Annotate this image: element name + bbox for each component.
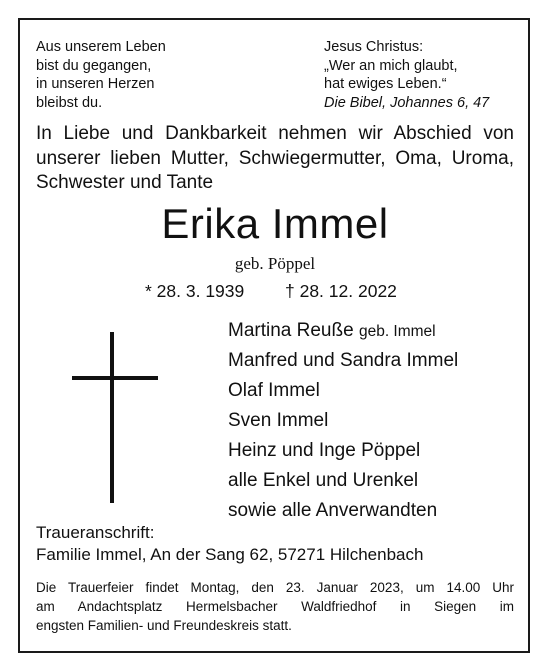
- intro-line: Schwester und Tante: [36, 172, 214, 193]
- funeral-address: [36, 522, 423, 566]
- funeral-notice: [36, 578, 514, 635]
- mourner-item: [228, 466, 458, 496]
- address-label: Traueranschrift:: [36, 523, 155, 542]
- maiden-name: geb. Pöppel: [234, 254, 316, 273]
- notice-line: am Andachtsplatz Hermelsbacher Waldfriedhof in Siegen im: [36, 599, 514, 614]
- verse-left-line: bist du gegangen,: [36, 57, 152, 74]
- verse-right: [324, 38, 489, 112]
- mourner-name: alle Enkel und Urenkel: [228, 470, 419, 491]
- intro-line: unserer lieben Mutter, Schwiegermutter, Oma, Uroma,: [36, 147, 514, 169]
- address-line: Familie Immel, An der Sang 62, 57271 Hilchenbach: [36, 545, 424, 564]
- mourner-item: [228, 376, 458, 406]
- mourner-item: [228, 346, 458, 376]
- notice-line: Die Trauerfeier findet Montag, den 23. Januar 2023, um 14.00 Uhr: [36, 580, 514, 595]
- verse-source: Die Bibel, Johannes 6, 47: [324, 94, 490, 111]
- verse-left: [36, 38, 166, 112]
- verse-left-line: Aus unserem Leben: [36, 39, 166, 55]
- mourner-name: Heinz und Inge Pöppel: [228, 440, 421, 461]
- verse-left-line: in unseren Herzen: [36, 76, 155, 92]
- mourner-name: Sven Immel: [228, 410, 329, 431]
- deceased-name: Erika Immel: [161, 200, 389, 247]
- mourner-item: [228, 316, 458, 346]
- mourner-name: Manfred und Sandra Immel: [228, 350, 459, 371]
- intro-line: In Liebe und Dankbarkeit nehmen wir Abschied von: [36, 123, 514, 144]
- mourner-suffix: geb. Immel: [358, 323, 436, 340]
- verse-right-line: Jesus Christus:: [324, 39, 424, 55]
- mourner-item: [228, 406, 458, 436]
- mourners-list: [228, 316, 458, 526]
- cross-icon: [110, 332, 114, 503]
- notice-line: engsten Familien- und Freundeskreis statt.: [36, 618, 292, 633]
- birth-date: * 28. 3. 1939: [145, 281, 245, 301]
- verse-right-line: hat ewiges Leben.“: [324, 76, 447, 92]
- verse-right-line: „Wer an mich glaubt,: [324, 57, 458, 74]
- verse-left-line: bleibst du.: [36, 94, 103, 111]
- cross-icon-bar: [72, 376, 158, 380]
- intro-text: [36, 122, 514, 196]
- mourner-name: Martina Reuße: [228, 320, 354, 341]
- mourner-name: Olaf Immel: [228, 380, 320, 401]
- death-date: † 28. 12. 2022: [285, 281, 397, 301]
- mourner-name: sowie alle Anverwandten: [228, 500, 438, 521]
- mourner-item: [228, 436, 458, 466]
